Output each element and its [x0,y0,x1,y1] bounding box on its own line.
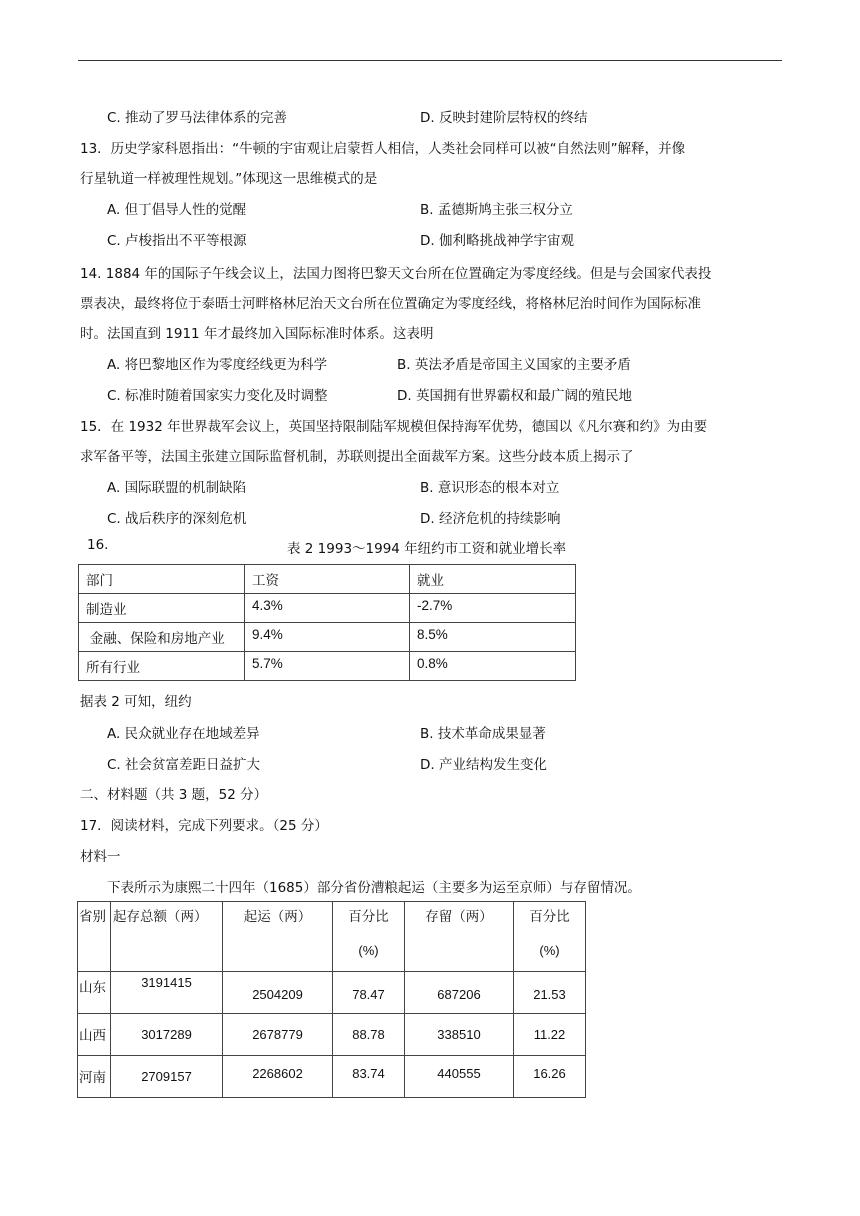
q13-option-a[interactable]: A. 但丁倡导人性的觉醒 [107,202,247,218]
q13-option-b[interactable]: B. 孟德斯鸠主张三权分立 [420,202,573,218]
q16-table-caption: 表 2 1993～1994 年纽约市工资和就业增长率 [287,541,567,557]
header-rule [78,60,782,61]
table-cell: 83.74 [333,1056,405,1098]
table-header-row [79,565,576,594]
q17-stem: 17．阅读材料，完成下列要求。（25 分） [80,818,328,834]
table-cell: 金融、保险和房地产业 [79,623,245,652]
q13-option-d[interactable]: D. 伽利略挑战神学宇宙观 [420,233,574,249]
q14-option-c[interactable]: C. 标准时随着国家实力变化及时调整 [107,388,328,404]
table-header-cell: 起运（两） [223,902,333,972]
table-cell: 21.53 [514,972,586,1014]
table-cell: 2504209 [223,972,333,1014]
percent-label: 百分比 [529,909,570,925]
q14-stem-line-1: 14. 1884 年的国际子午线会议上，法国力图将巴黎天文台所在位置确定为零度经线。但是与会国家代表投 [80,266,712,282]
percent-label: 百分比 [348,909,389,925]
table-cell: 687206 [405,972,514,1014]
q17-intro: 下表所示为康熙二十四年（1685）部分省份漕粮起运（主要多为运至京师）与存留情况。 [107,880,641,896]
q16-stem: 据表 2 可知，纽约 [80,694,192,710]
table-cell: 2268602 [223,1056,333,1098]
section-heading: 二、材料题（共 3 题，52 分） [80,787,268,803]
table-cell: 88.78 [333,1014,405,1056]
table-cell: 8.5% [410,623,576,652]
q15-stem-line-1: 15．在 1932 年世界裁军会议上，英国坚持限制陆军规模但保持海军优势，德国以《凡尔赛和约》为由要 [80,419,708,435]
q13-stem-line-2: 行星轨道一样被理性规划。”体现这一思维模式的是 [80,171,378,187]
table-header-cell [333,902,405,972]
table-row [78,1056,586,1098]
table-header-cell: 部门 [79,565,245,594]
q16-option-c[interactable]: C. 社会贫富差距日益扩大 [107,757,261,773]
q15-option-b[interactable]: B. 意识形态的根本对立 [420,480,560,496]
table-header-cell: 就业 [410,565,576,594]
table-cell: 所有行业 [79,652,245,681]
table-header-cell: 工资 [245,565,410,594]
table-row [78,972,586,1014]
q14-option-d[interactable]: D. 英国拥有世界霸权和最广阔的殖民地 [397,388,632,404]
table-cell: 3191415 [111,972,223,1014]
q15-option-c[interactable]: C. 战后秩序的深刻危机 [107,511,247,527]
table-header-cell: 起存总额（两） [111,902,223,972]
table-cell: 9.4% [245,623,410,652]
table-row [79,652,576,681]
table-row [79,594,576,623]
q14-stem-line-2: 票表决，最终将位于泰晤士河畔格林尼治天文台所在位置确定为零度经线，将格林尼治时间作为国际标准 [80,296,701,312]
q15-stem-line-2: 求军备平等，法国主张建立国际监督机制，苏联则提出全面裁军方案。这些分歧本质上揭示了 [80,449,634,465]
q16-table [78,564,576,681]
table-header-row [78,902,586,972]
table-header-cell: 省别 [78,902,111,972]
table-cell: 3017289 [111,1014,223,1056]
q16-option-a[interactable]: A. 民众就业存在地域差异 [107,726,260,742]
table-cell: 0.8% [410,652,576,681]
table-cell: 78.47 [333,972,405,1014]
table-cell: 11.22 [514,1014,586,1056]
q16-option-d[interactable]: D. 产业结构发生变化 [420,757,547,773]
q14-stem-line-3: 时。法国直到 1911 年才最终加入国际标准时体系。这表明 [80,326,434,342]
table-row [78,1014,586,1056]
table-cell: 山东 [78,972,111,1014]
q14-option-b[interactable]: B. 英法矛盾是帝国主义国家的主要矛盾 [397,357,631,373]
q17-table [77,901,586,1098]
table-cell: 2709157 [111,1056,223,1098]
q14-option-a[interactable]: A. 将巴黎地区作为零度经线更为科学 [107,357,328,373]
table-cell: -2.7% [410,594,576,623]
q13-stem-line-1: 13．历史学家科恩指出：“牛顿的宇宙观让启蒙哲人相信，人类社会同样可以被“自然法则”解释，并像 [80,141,686,157]
table-cell: 16.26 [514,1056,586,1098]
table-cell: 山西 [78,1014,111,1056]
table-cell: 440555 [405,1056,514,1098]
table-cell: 河南 [78,1056,111,1098]
table-cell: 2678779 [223,1014,333,1056]
q16-option-b[interactable]: B. 技术革命成果显著 [420,726,546,742]
q15-option-d[interactable]: D. 经济危机的持续影响 [420,511,561,527]
table-cell: 制造业 [79,594,245,623]
q15-option-a[interactable]: A. 国际联盟的机制缺陷 [107,480,247,496]
q17-material-label: 材料一 [80,849,121,865]
percent-unit: (%) [539,943,560,958]
q12-option-c[interactable]: C. 推动了罗马法律体系的完善 [107,110,288,126]
table-cell: 5.7% [245,652,410,681]
table-row [79,623,576,652]
table-cell: 4.3% [245,594,410,623]
q13-option-c[interactable]: C. 卢梭指出不平等根源 [107,233,247,249]
q16-number: 16. [87,537,109,553]
table-header-cell [514,902,586,972]
table-cell: 338510 [405,1014,514,1056]
table-header-cell: 存留（两） [405,902,514,972]
q12-option-d[interactable]: D. 反映封建阶层特权的终结 [420,110,588,126]
percent-unit: (%) [358,943,379,958]
